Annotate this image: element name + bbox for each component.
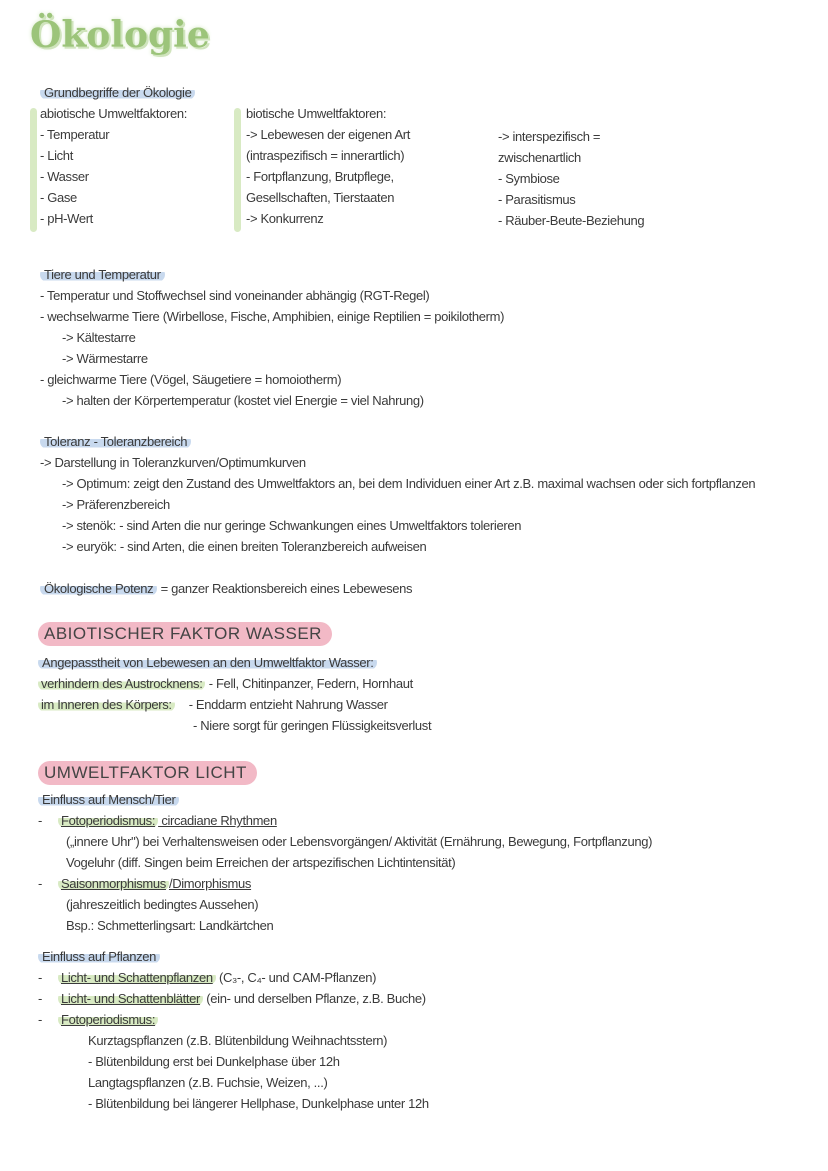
bullet: - (38, 991, 42, 1006)
text-line: -> Konkurrenz (246, 211, 324, 226)
text-line: -> Lebewesen der eigenen Art (246, 127, 411, 142)
text-line: zwischenartlich (498, 150, 581, 165)
bullet: - (38, 1012, 42, 1027)
section-heading: Tiere und Temperatur (40, 267, 165, 282)
green-bar-divider (30, 108, 37, 232)
text-line: -> halten der Körpertemperatur (kostet viel Energie = viel Nahrung) (62, 393, 424, 408)
text-line: - pH-Wert (40, 211, 93, 226)
text-line: (intraspezifisch = innerartlich) (246, 148, 405, 163)
text-line: - Niere sorgt für geringen Flüssigkeitsverlust (193, 718, 432, 733)
text-line: - Blütenbildung bei längerer Hellphase, Dunkelphase unter 12h (88, 1096, 429, 1111)
section-licht (38, 761, 652, 1114)
term-highlight: verhindern des Austrocknens: (38, 676, 205, 691)
text-line: -> euryök: - sind Arten, die einen breiten Toleranzbereich aufweisen (62, 539, 427, 554)
text: (C₃-, C₄- und CAM-Pflanzen) (215, 970, 377, 985)
text-line: -> Darstellung in Toleranzkurven/Optimumkurven (40, 455, 306, 470)
bullet: - (38, 876, 42, 891)
text: (ein- und derselben Pflanze, z.B. Buche) (203, 991, 426, 1006)
text-line: - Temperatur (40, 127, 110, 142)
text: /Dimorphismus (168, 876, 252, 891)
text: - Enddarm entzieht Nahrung Wasser (188, 697, 388, 712)
text-line: („innere Uhr") bei Verhaltensweisen oder Lebensvorgängen/ Aktivität (Ernährung, Bewegung, Fortpflanzung) (66, 834, 653, 849)
subheading: Angepasstheit von Lebewesen an den Umweltfaktor Wasser: (38, 655, 377, 670)
section-heading-pink: UMWELTFAKTOR LICHT (38, 761, 257, 785)
term-highlight: Fotoperiodismus: (58, 813, 158, 828)
text-line: Kurztagspflanzen (z.B. Blütenbildung Weihnachtsstern) (88, 1033, 388, 1048)
subheading: Einfluss auf Pflanzen (38, 949, 160, 964)
text-line: -> Wärmestarre (62, 351, 148, 366)
text-line: Langtagspflanzen (z.B. Fuchsie, Weizen, ...) (88, 1075, 328, 1090)
text-line: - gleichwarme Tiere (Vögel, Säugetiere = homoiotherm) (40, 372, 342, 387)
text: - Fell, Chitinpanzer, Federn, Hornhaut (205, 676, 413, 691)
section-heading: Toleranz - Toleranzbereich (40, 434, 191, 449)
text-line: - Räuber-Beute-Beziehung (498, 213, 645, 228)
text-line: - Temperatur und Stoffwechsel sind voneinander abhängig (RGT-Regel) (40, 288, 430, 303)
bullet: - (38, 970, 42, 985)
text-line: -> stenök: - sind Arten die nur geringe Schwankungen eines Umweltfaktors tolerieren (62, 518, 522, 533)
term-highlight: im Inneren des Körpers: (38, 697, 175, 712)
text-line: - wechselwarme Tiere (Wirbellose, Fische, Amphibien, einige Reptilien = poikilotherm) (40, 309, 505, 324)
text-line: -> Präferenzbereich (62, 497, 170, 512)
section-wasser (38, 622, 431, 736)
text-line: - Wasser (40, 169, 89, 184)
text-line: Gesellschaften, Tierstaaten (246, 190, 395, 205)
column-interspezifisch (498, 126, 644, 231)
text-line: Vogeluhr (diff. Singen beim Erreichen der artspezifischen Lichtintensität) (66, 855, 456, 870)
term-highlight: Licht- und Schattenpflanzen (58, 970, 216, 985)
text-line: - Blütenbildung erst bei Dunkelphase über 12h (88, 1054, 340, 1069)
text-line: -> Optimum: zeigt den Zustand des Umweltfaktors an, bei dem Individuen einer Art z.B. maximal wachsen oder sich fortpflanzen (62, 476, 756, 491)
term-highlight: Ökologische Potenz (40, 581, 157, 596)
section-heading-pink: ABIOTISCHER FAKTOR WASSER (38, 622, 332, 646)
section-toleranz (40, 431, 755, 557)
section-grundbegriffe (40, 82, 195, 229)
text: circadiane Rhythmen (158, 813, 277, 828)
green-bar-divider (234, 108, 241, 232)
text-line: - Gase (40, 190, 77, 205)
text-line: -> interspezifisch = (498, 129, 601, 144)
term-highlight: Saisonmorphismus (58, 876, 169, 891)
text-line: - Licht (40, 148, 73, 163)
section-tiere-temperatur (40, 264, 504, 411)
section-heading: Grundbegriffe der Ökologie (40, 85, 195, 100)
text-line: - Fortpflanzung, Brutpflege, (246, 169, 394, 184)
bullet: - (38, 813, 42, 828)
page-title: Ökologie (30, 14, 210, 56)
subheading: Einfluss auf Mensch/Tier (38, 792, 179, 807)
text-line: abiotische Umweltfaktoren: (40, 106, 187, 121)
text-line: (jahreszeitlich bedingtes Aussehen) (66, 897, 259, 912)
definition-text: = ganzer Reaktionsbereich eines Lebewesens (157, 581, 413, 596)
text-line: -> Kältestarre (62, 330, 136, 345)
text-line: Bsp.: Schmetterlingsart: Landkärtchen (66, 918, 274, 933)
column-biotisch (246, 103, 410, 229)
text-line: biotische Umweltfaktoren: (246, 106, 387, 121)
text-line: - Symbiose (498, 171, 560, 186)
term-highlight: Fotoperiodismus: (58, 1012, 158, 1027)
section-oekologische-potenz (40, 578, 412, 599)
term-highlight: Licht- und Schattenblätter (58, 991, 203, 1006)
text-line: - Parasitismus (498, 192, 576, 207)
